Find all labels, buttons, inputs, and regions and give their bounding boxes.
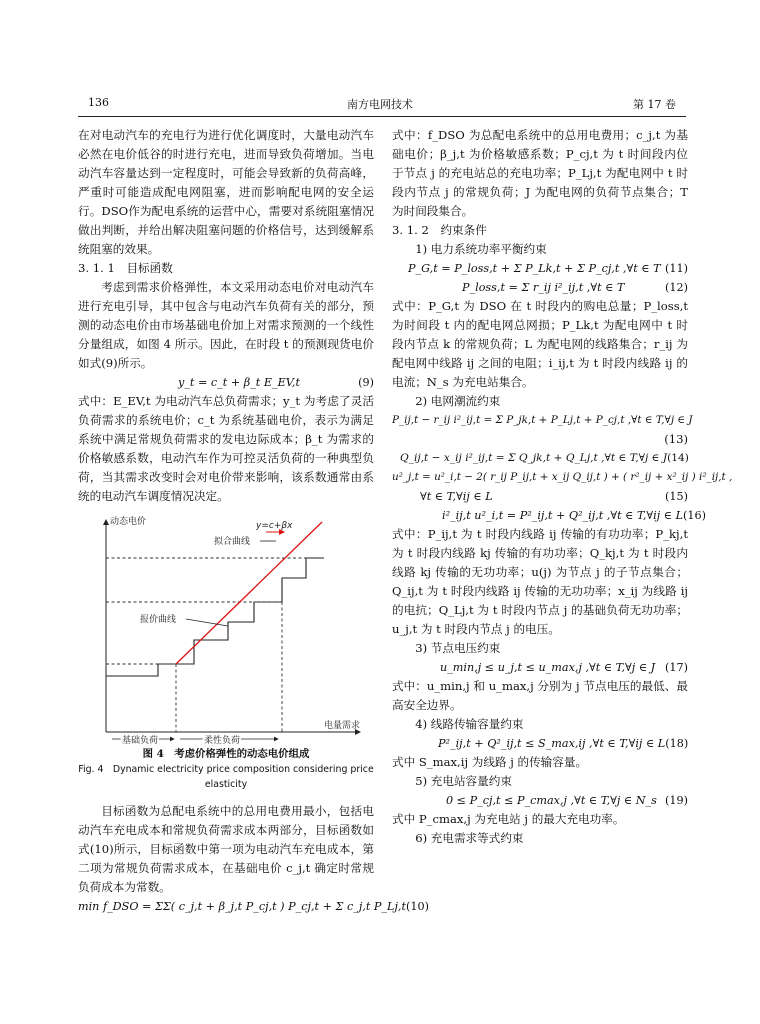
base-load-label: 基础负荷 <box>122 736 159 744</box>
equation-18 <box>392 734 688 753</box>
y-axis-label: 动态电价 <box>110 517 147 527</box>
equation-15-line1: u²_j,t = u²_i,t − 2( r_ij P_ij,t + x_ij Q_ij,t ) + ( r²_ij + x²_ij ) i²_ij,t , <box>392 471 733 483</box>
x-axis-label: 电量需求 <box>324 721 361 731</box>
equation-13-body: P_ij,t − r_ij i²_ij,t = Σ P_jk,t + P_Lj,t + P_cj,t ,∀t ∈ T,∀j ∈ J <box>392 414 693 426</box>
equation-body: P_loss,t = Σ r_ij i²_ij,t ,∀t ∈ T <box>462 281 625 294</box>
paragraph: 在对电动汽车的充电行为进行优化调度时，大量电动汽车必然在电价低谷的时进行充电，进而导致负荷增加。当电动汽车容量达到一定程度时，可能会导致新的负荷高峰，严重时可能造成配电网阻塞，进而影响配电网的安全运行。DSO作为配电系统的运营中心，需要对系统阻塞情况做出判断，并给出解决阻塞问题的价格信号，达到缓解系统阻塞的效果。 <box>78 128 374 256</box>
equation-10 <box>78 897 429 916</box>
paragraph: 式中 P_cmax,j 为充电站 j 的最大充电功率。 <box>392 812 625 826</box>
equation-number: (15) <box>665 490 688 503</box>
formula-label: y=c+βx <box>256 521 293 531</box>
equation-number: (19) <box>665 794 688 807</box>
figure-caption-en: Fig. 4 Dynamic electricity price composition considering price elasticity <box>78 764 374 790</box>
equation-number: (18) <box>665 737 689 750</box>
equation-number: (12) <box>665 281 688 294</box>
figure-caption-cn: 图 4 考虑价格弹性的动态电价组成 <box>142 748 310 760</box>
equation-body: P_G,t = P_loss,t + Σ P_Lk,t + Σ P_cj,t ,∀t ∈ T <box>408 262 661 275</box>
equation-body: ∀t ∈ T,∀ij ∈ L <box>420 490 493 503</box>
equation-number: (11) <box>665 262 688 275</box>
equation-body: y_t = c_t + β_t E_EV,t <box>178 376 300 389</box>
equation-number: (9) <box>358 376 374 389</box>
equation-body: 0 ≤ P_cj,t ≤ P_cmax,j ,∀t ∈ T,∀j ∈ N_s <box>446 794 657 807</box>
paragraph: 式中 S_max,ij 为线路 j 的传输容量。 <box>392 755 588 769</box>
equation-14 <box>392 449 688 468</box>
figure-4-chart <box>78 514 374 744</box>
paragraph: 式中：E_EV,t 为电动汽车总负荷需求；y_t 为考虑了灵活负荷需求的系统电价；c_t 为系统基础电价，表示为满足系统中满足常规负荷需求的发电边际成本；β_t 为需求的价格敏感系数，电动汽车作为可控灵活负荷的一种典型负荷，当其需求改变时会对电价带来影响，该系数通常由系统的电动汽车调度情况决定。 <box>78 394 374 503</box>
step-line <box>106 558 324 676</box>
constraint-heading: 4) 线路传输容量约束 <box>415 717 524 731</box>
equation-body: P²_ij,t + Q²_ij,t ≤ S_max,ij ,∀t ∈ T,∀ij ∈ L <box>438 737 666 750</box>
paragraph: 式中：P_G,t 为 DSO 在 t 时段内的购电总量；P_loss,t 为时间段 t 内的配电网总网损；P_Lk,t 为配电网中 t 时段内节点 k 的常规负荷；L 为配电网的线路集合；r_ij 为配电网中线路 ij 之间的电阻；i_ij,t 为 t 时段内线路 ij 的电流；N_s 为充电站集合。 <box>392 299 688 389</box>
equation-16 <box>392 506 706 525</box>
paragraph: 式中：P_ij,t 为 t 时段内线路 ij 传输的有功功率；P_kj,t 为 t 时段内线路 kj 传输的有功功率；Q_kj,t 为 t 时段内线路 kj 传输的无功功率；u(j) 为节点 j 的子节点集合；Q_ij,t 为 t 时段内线路 ij 传输的无功功率；x_ij 为线路 ij 的电抗；Q_Lj,t 为 t 时段内节点 j 的基础负荷无功功率；u_j,t 为 t 时段内节点 j 的电压。 <box>392 527 688 636</box>
fit-curve-label: 拟合曲线 <box>214 537 251 547</box>
equation-number: (10) <box>405 900 429 913</box>
equation-body: Q_ij,t − x_ij i²_ij,t = Σ Q_jk,t + Q_Lj,t ,∀t ∈ T,∀j ∈ J <box>400 452 668 464</box>
equation-19 <box>392 791 688 810</box>
constraint-heading: 2) 电网潮流约束 <box>415 394 501 408</box>
paragraph: 式中：f_DSO 为总配电系统中的总用电费用；c_j,t 为基础电价；β_j,t 为价格敏感系数；P_cj,t 为 t 时间段内位于节点 j 的充电站总的充电功率；P_Lj,t 为配电网中 t 时段内节点 j 的常规负荷；J 为配电网的负荷节点集合；T 为时间段集合。 <box>392 128 688 218</box>
journal-name: 南方电网技术 <box>347 98 413 111</box>
constraint-heading: 3) 节点电压约束 <box>415 641 501 655</box>
constraint-heading: 6) 充电需求等式约束 <box>415 831 524 845</box>
equation-17 <box>392 658 688 677</box>
paragraph: 式中：u_min,j 和 u_max,j 分别为 j 节点电压的最低、最高安全边界。 <box>392 679 688 712</box>
equation-12 <box>392 278 688 297</box>
constraint-heading: 5) 充电站容量约束 <box>415 774 512 788</box>
equation-body: u_min,j ≤ u_j,t ≤ u_max,j ,∀t ∈ T,∀j ∈ J <box>440 661 656 674</box>
equation-body: i²_ij,t u²_i,t = P²_ij,t + Q²_ij,t ,∀t ∈ T,∀ij ∈ L <box>442 509 683 522</box>
equation-number: (14) <box>667 452 689 464</box>
equation-11 <box>392 259 688 278</box>
equation-body: min f_DSO = ΣΣ( c_j,t + β_j,t P_cj,t ) P_cj,t + Σ c_j,t P_Lj,t <box>78 900 406 913</box>
paragraph: 目标函数为总配电系统中的总用电费用最小，包括电动汽车充电成本和常规负荷需求成本两部分，目标函数如式(10)所示，目标函数中第一项为电动汽车充电成本，第二项为常规负荷需求成本，在基础电价 c_j,t 确定时常规负荷成本为常数。 <box>78 804 374 894</box>
equation-9 <box>78 373 374 392</box>
bid-curve-label: 报价曲线 <box>140 615 177 625</box>
section-heading: 3. 1. 2 约束条件 <box>392 223 487 237</box>
page-number: 136 <box>88 96 109 109</box>
paragraph: 考虑到需求价格弹性，本文采用动态电价对电动汽车进行充电引导，其中包含与电动汽车负荷有关的部分，预测的动态电价由市场基础电价加上对需求预测的一个线性分量组成，如图 4 所示。因此，在时段 t 的预测现货电价如式(9)所示。 <box>78 280 374 370</box>
equation-number: (17) <box>665 661 688 674</box>
equation-15 <box>392 487 688 506</box>
constraint-heading: 1) 电力系统功率平衡约束 <box>415 242 547 256</box>
left-column <box>78 126 429 916</box>
equation-13-number: (13) <box>664 432 688 446</box>
guide-lines <box>106 558 306 732</box>
step-bid-curve <box>106 558 324 676</box>
volume-label: 第 17 卷 <box>633 98 676 111</box>
equation-number: (16) <box>683 509 706 522</box>
right-column <box>392 126 733 848</box>
header-rule <box>78 116 686 117</box>
flex-load-label: 柔性负荷 <box>204 736 241 744</box>
section-heading: 3. 1. 1 目标函数 <box>78 261 173 275</box>
